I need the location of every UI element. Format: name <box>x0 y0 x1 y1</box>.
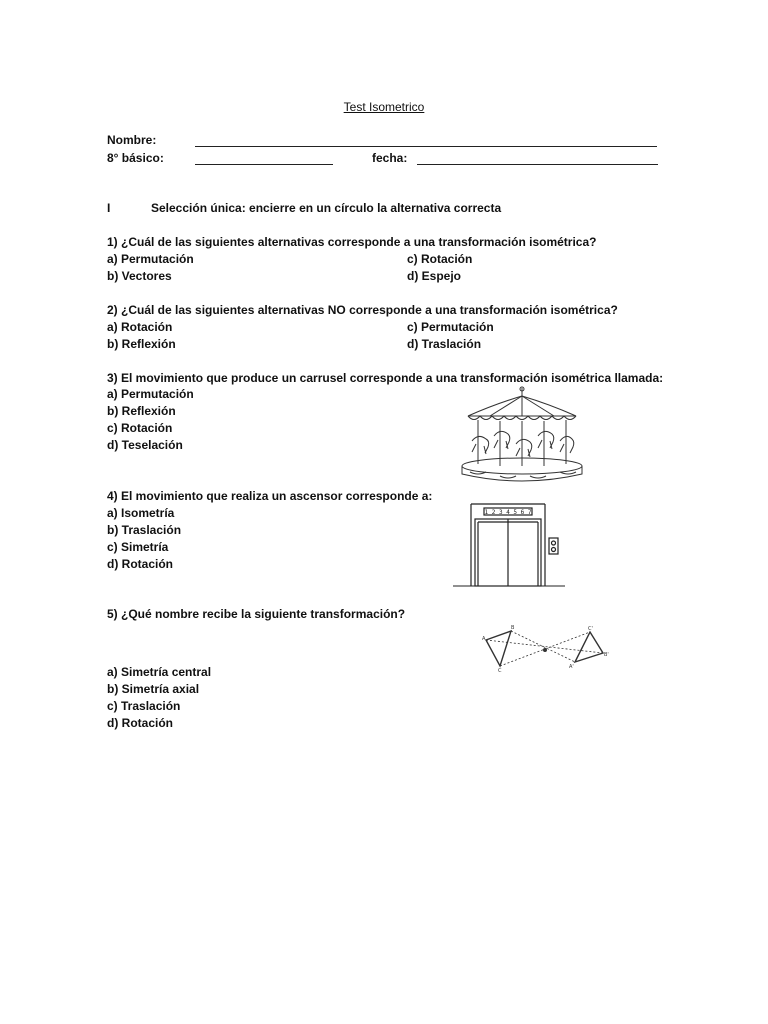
question-3: 3) El movimiento que produce un carrusel corresponde a una transformación isométrica llamada: <box>107 371 664 385</box>
svg-text:B: B <box>511 625 515 631</box>
q1-option-b[interactable]: b) Vectores <box>107 269 172 283</box>
svg-text:C: C <box>498 668 502 674</box>
q5-option-b[interactable]: b) Simetría axial <box>107 682 200 696</box>
q3-option-a[interactable]: a) Permutación <box>107 387 194 401</box>
page-title: Test Isometrico <box>343 100 425 114</box>
q4-option-d[interactable]: d) Rotación <box>107 557 173 571</box>
date-blank[interactable] <box>417 164 658 165</box>
q1-option-d[interactable]: d) Espejo <box>407 269 462 283</box>
q4-option-c[interactable]: c) Simetría <box>107 540 169 554</box>
q4-option-a[interactable]: a) Isometría <box>107 506 175 520</box>
svg-text:C': C' <box>588 626 593 632</box>
q3-option-c[interactable]: c) Rotación <box>107 421 173 435</box>
question-1: 1) ¿Cuál de las siguientes alternativas corresponde a una transformación isométrica? <box>107 235 597 249</box>
q5-option-a[interactable]: a) Simetría central <box>107 665 212 679</box>
question-2: 2) ¿Cuál de las siguientes alternativas NO corresponde a una transformación isométrica? <box>107 303 618 317</box>
q2-option-b[interactable]: b) Reflexión <box>107 337 176 351</box>
q5-option-c[interactable]: c) Traslación <box>107 699 181 713</box>
q2-option-c[interactable]: c) Permutación <box>407 320 494 334</box>
q3-option-d[interactable]: d) Teselación <box>107 438 183 452</box>
section-instruction: Selección única: encierre en un círculo la alternativa correcta <box>151 201 502 215</box>
name-label: Nombre: <box>107 133 157 147</box>
q4-option-b[interactable]: b) Traslación <box>107 523 182 537</box>
elevator-illustration <box>453 500 565 590</box>
name-blank[interactable] <box>195 146 657 147</box>
q2-option-d[interactable]: d) Traslación <box>407 337 482 351</box>
carousel-illustration <box>460 386 585 484</box>
central-symmetry-diagram <box>480 622 610 672</box>
q1-option-c[interactable]: c) Rotación <box>407 252 473 266</box>
date-label: fecha: <box>372 151 408 165</box>
section-number: I <box>107 201 111 215</box>
q5-option-d[interactable]: d) Rotación <box>107 716 173 730</box>
svg-text:A': A' <box>569 664 574 670</box>
q3-option-b[interactable]: b) Reflexión <box>107 404 176 418</box>
q1-option-a[interactable]: a) Permutación <box>107 252 194 266</box>
elevator-floor-display: 1 2 3 4 5 6 7 <box>484 509 532 516</box>
svg-text:A: A <box>482 636 486 642</box>
svg-text:B': B' <box>604 652 609 658</box>
question-4: 4) El movimiento que realiza un ascensor corresponde a: <box>107 489 433 503</box>
question-5: 5) ¿Qué nombre recibe la siguiente transformación? <box>107 607 406 621</box>
q2-option-a[interactable]: a) Rotación <box>107 320 173 334</box>
grade-blank[interactable] <box>195 164 333 165</box>
grade-label: 8° básico: <box>107 151 164 165</box>
